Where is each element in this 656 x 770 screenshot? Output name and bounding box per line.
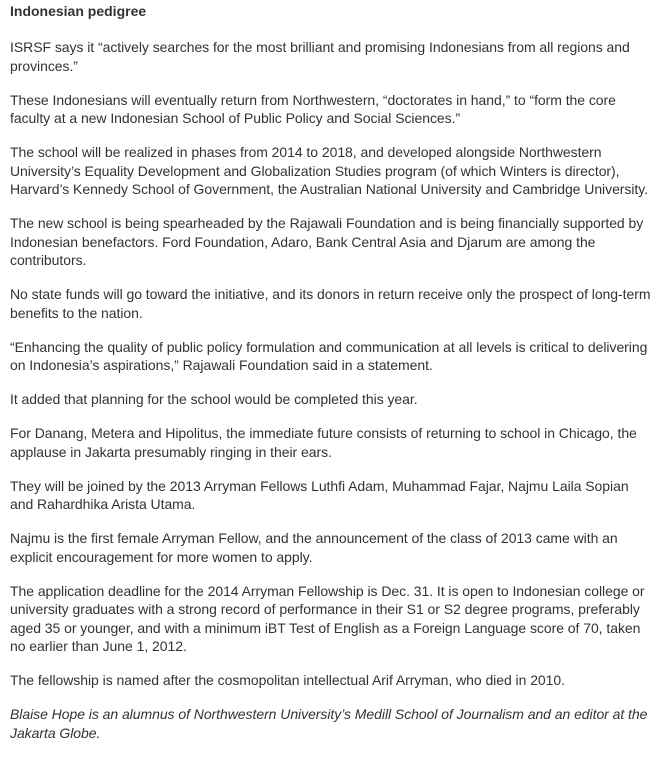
paragraph-11: The application deadline for the 2014 Arryman Fellowship is Dec. 31. It is open to Indonesian college or university graduates with a strong record of performance in their S1 or S2 degree programs, preferably aged 35 or younger, and with a minimum iBT Test of English as a Foreign Language score of 70, taken no earlier than June 1, 2012. (10, 582, 645, 654)
paragraph-6: “Enhancing the quality of public policy formulation and communication at all levels is critical to delivering on Indonesia’s aspirations,” Rajawali Foundation said in a statement. (10, 338, 648, 373)
paragraph-10: Najmu is the first female Arryman Fellow, and the announcement of the class of 2013 came with an explicit encouragement for more women to apply. (10, 530, 618, 565)
section-heading: Indonesian pedigree (10, 3, 147, 19)
paragraph-8: For Danang, Metera and Hipolitus, the immediate future consists of returning to school in Chicago, the applause in Jakarta presumably ringing in their ears. (10, 425, 637, 460)
paragraph-3: The school will be realized in phases from 2014 to 2018, and developed alongside Northwestern University’s Equality Development and Globalization Studies program (of which Winters is director), Harvard’s Kennedy School of Government, the Australian National University and Cambridge University. (10, 144, 649, 197)
paragraph-4: The new school is being spearheaded by the Rajawali Foundation and is being financially supported by Indonesian benefactors. Ford Foundation, Adaro, Bank Central Asia and Djarum are among the contributors. (10, 215, 644, 268)
author-credit: Blaise Hope is an alumnus of Northwestern University’s Medill School of Journalism and an editor at the Jakarta Globe. (10, 706, 648, 741)
paragraph-2: These Indonesians will eventually return from Northwestern, “doctorates in hand,” to “form the core faculty at a new Indonesian School of Public Policy and Social Sciences.” (10, 91, 616, 126)
paragraph-5: No state funds will go toward the initiative, and its donors in return receive only the prospect of long-term benefits to the nation. (10, 286, 651, 321)
paragraph-7: It added that planning for the school would be completed this year. (10, 391, 418, 407)
paragraph-1: ISRSF says it “actively searches for the most brilliant and promising Indonesians from all regions and provinces.” (10, 39, 630, 74)
paragraph-9: They will be joined by the 2013 Arryman Fellows Luthfi Adam, Muhammad Fajar, Najmu Laila Sopian and Rahardhika Arista Utama. (10, 477, 629, 512)
paragraph-12: The fellowship is named after the cosmopolitan intellectual Arif Arryman, who died in 2010. (10, 672, 565, 688)
